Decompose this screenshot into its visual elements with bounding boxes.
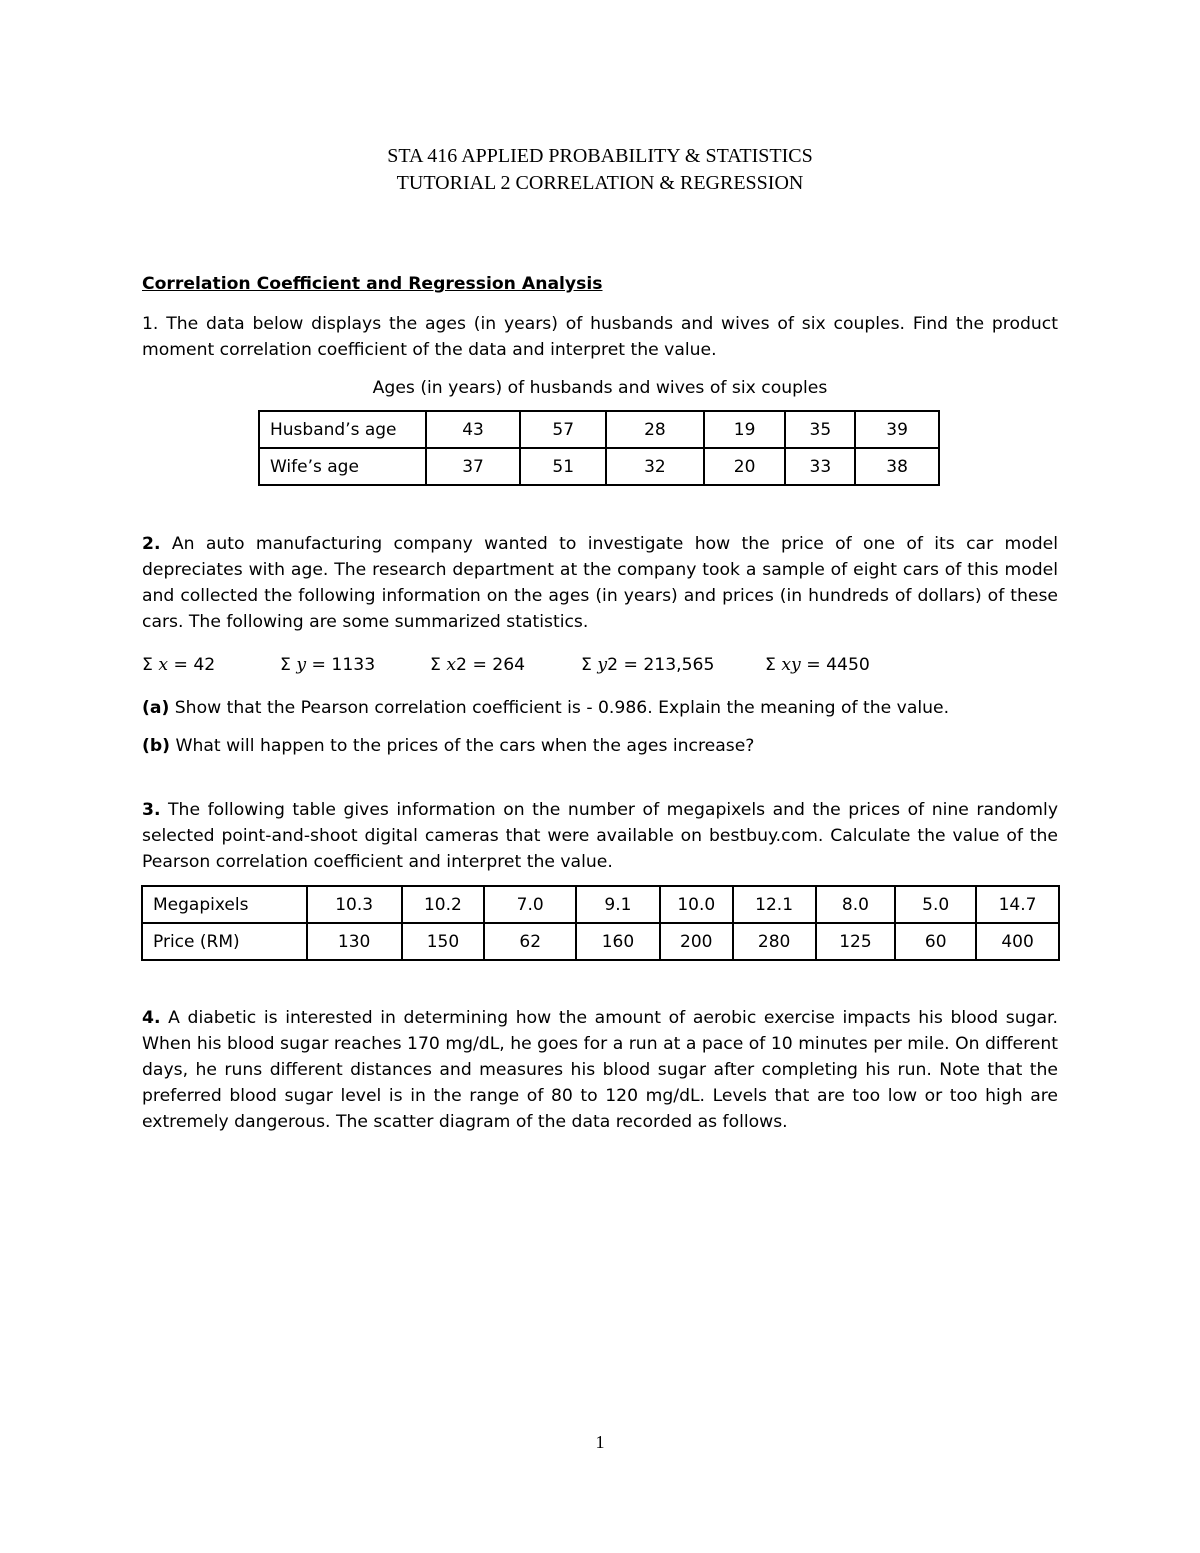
row-label: Price (RM) <box>142 923 307 960</box>
question-2a <box>142 695 1058 721</box>
question-1-text: The data below displays the ages (in years) of husbands and wives of six couples. Find the product moment correlation coefficient of the data and interpret the value. <box>142 314 1058 360</box>
table-cell: 150 <box>402 923 485 960</box>
sum-y-squared: Σ y2 = 213,565 <box>581 655 715 675</box>
ages-table <box>258 410 940 486</box>
table-cell: 37 <box>426 448 521 485</box>
table-1-caption: Ages (in years) of husbands and wives of six couples <box>372 378 828 398</box>
question-4-number: 4. <box>142 1008 161 1028</box>
sum-x-squared: Σ x2 = 264 <box>430 655 526 675</box>
table-cell: 10.0 <box>660 886 733 923</box>
summary-statistics <box>142 651 1058 679</box>
table-cell: 57 <box>520 411 606 448</box>
table-cell: 20 <box>704 448 786 485</box>
part-b-text: What will happen to the prices of the cars when the ages increase? <box>170 736 755 756</box>
table-cell: 9.1 <box>576 886 660 923</box>
table-row <box>259 448 939 485</box>
table-cell: 60 <box>895 923 976 960</box>
table-row <box>259 411 939 448</box>
table-cell: 35 <box>785 411 855 448</box>
table-cell: 7.0 <box>484 886 576 923</box>
table-cell: 51 <box>520 448 606 485</box>
tutorial-title: TUTORIAL 2 CORRELATION & REGRESSION <box>396 172 804 194</box>
question-1-number: 1. <box>142 314 159 334</box>
part-a-text: Show that the Pearson correlation coefficient is - 0.986. Explain the meaning of the value. <box>169 698 950 718</box>
table-cell: 38 <box>855 448 939 485</box>
table-cell: 125 <box>816 923 896 960</box>
question-2-text: An auto manufacturing company wanted to investigate how the price of one of its car model depreciates with age. The research department at the company took a sample of eight cars of this model and collected the following information on the ages (in years) and prices (in hundreds of dollars) of these cars. The following are some summarized statistics. <box>142 534 1058 632</box>
question-4-text: A diabetic is interested in determining how the amount of aerobic exercise impacts his blood sugar. When his blood sugar reaches 170 mg/dL, he goes for a run at a pace of 10 minutes per mile. On different days, he runs different distances and measures his blood sugar after completing his run. Note that the preferred blood sugar level is in the range of 80 to 120 mg/dL. Levels that are too low or too high are extremely dangerous. The scatter diagram of the data recorded as follows. <box>142 1008 1058 1132</box>
table-cell: 5.0 <box>895 886 976 923</box>
part-b-label: (b) <box>142 736 171 756</box>
camera-table <box>141 885 1060 961</box>
course-title: STA 416 APPLIED PROBABILITY & STATISTICS <box>387 145 813 167</box>
table-cell: 43 <box>426 411 521 448</box>
table-cell: 160 <box>576 923 660 960</box>
table-cell: 33 <box>785 448 855 485</box>
sum-y: Σ y = 1133 <box>280 655 376 675</box>
row-label: Wife’s age <box>259 448 426 485</box>
page-number: 1 <box>595 1432 605 1452</box>
table-cell: 62 <box>484 923 576 960</box>
question-2b <box>142 733 1058 759</box>
question-1 <box>142 311 1058 363</box>
table-row <box>142 886 1059 923</box>
table-row <box>142 923 1059 960</box>
table-cell: 12.1 <box>733 886 816 923</box>
question-3 <box>142 797 1058 875</box>
table-cell: 19 <box>704 411 786 448</box>
table-cell: 28 <box>606 411 704 448</box>
question-2-number: 2. <box>142 534 161 554</box>
table-cell: 10.3 <box>307 886 402 923</box>
section-heading: Correlation Coefficient and Regression Analysis <box>142 274 603 294</box>
row-label: Megapixels <box>142 886 307 923</box>
question-4 <box>142 1005 1058 1135</box>
question-3-number: 3. <box>142 800 161 820</box>
table-cell: 39 <box>855 411 939 448</box>
table-cell: 10.2 <box>402 886 485 923</box>
sum-x: Σ x = 42 <box>142 655 216 675</box>
part-a-label: (a) <box>142 698 170 718</box>
table-cell: 200 <box>660 923 733 960</box>
table-cell: 130 <box>307 923 402 960</box>
row-label: Husband’s age <box>259 411 426 448</box>
table-cell: 32 <box>606 448 704 485</box>
table-cell: 14.7 <box>976 886 1059 923</box>
table-cell: 280 <box>733 923 816 960</box>
question-2 <box>142 531 1058 635</box>
sum-xy: Σ xy = 4450 <box>765 655 870 675</box>
table-cell: 400 <box>976 923 1059 960</box>
table-cell: 8.0 <box>816 886 896 923</box>
question-3-text: The following table gives information on the number of megapixels and the prices of nine randomly selected point-and-shoot digital cameras that were available on bestbuy.com. Calculate the value of the Pearson correlation coefficient and interpret the value. <box>142 800 1058 872</box>
